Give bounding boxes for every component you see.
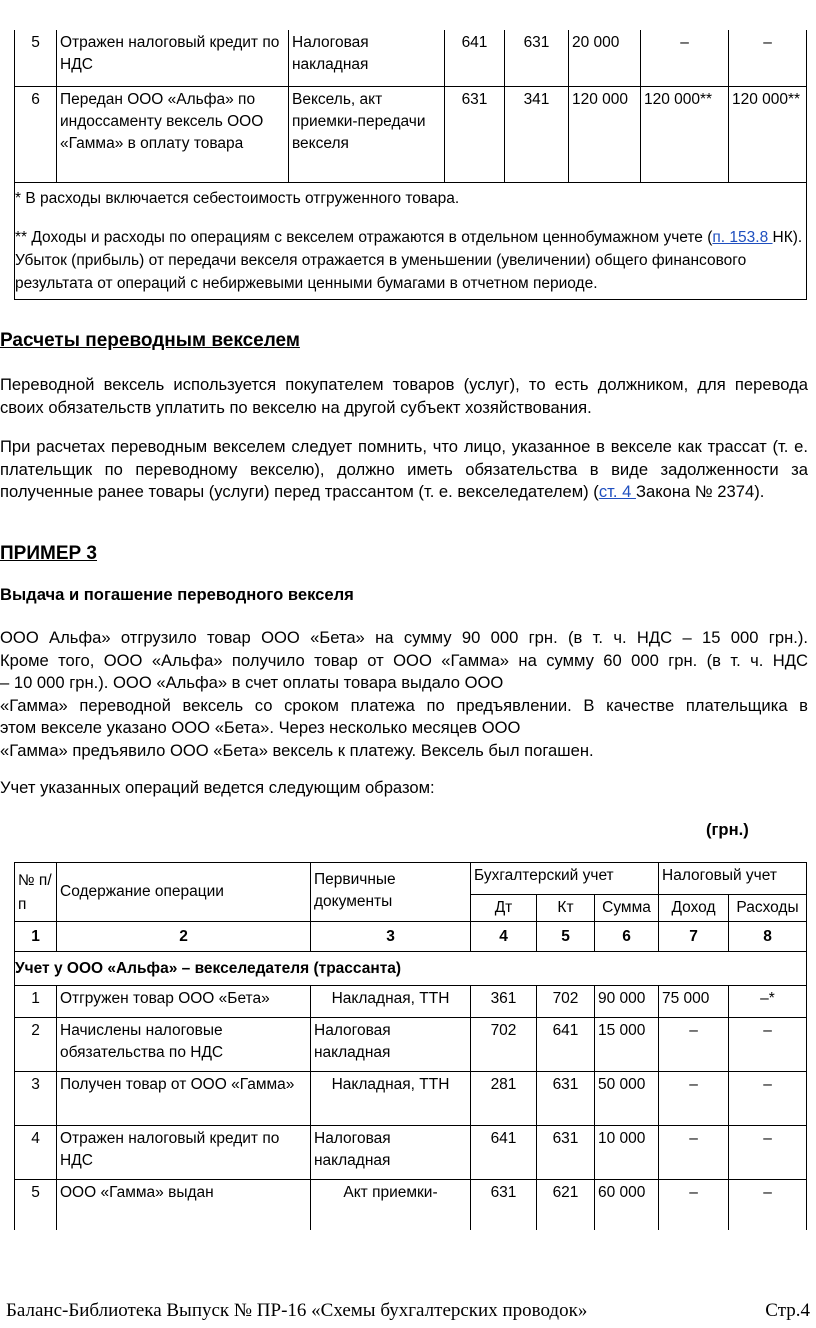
example-heading: ПРИМЕР 3 xyxy=(0,543,98,564)
sum-value: 50 000 xyxy=(595,1072,659,1126)
header-operation: Содержание операции xyxy=(57,863,311,922)
document-text: Налоговая накладная xyxy=(289,30,445,86)
operation-text: Начислены налоговые обязательства по НДС xyxy=(57,1018,311,1072)
header-kt: Кт xyxy=(537,895,595,922)
table-notes-row xyxy=(15,182,807,299)
credit-value: 641 xyxy=(537,1018,595,1072)
table-row xyxy=(15,1180,807,1230)
income-value: 75 000 xyxy=(659,986,729,1018)
table-notes xyxy=(15,182,807,299)
document-text: Налоговая накладная xyxy=(311,1126,471,1180)
header-income: Доход xyxy=(659,895,729,922)
debit-value: 281 xyxy=(471,1072,537,1126)
example-line: Кроме того, ООО «Альфа» получило товар от ООО «Гамма» на сумму 60 000 грн. (в т. ч. НДС xyxy=(0,650,808,670)
link-nk-153-8[interactable]: п. 153.8 xyxy=(712,228,773,246)
example-line: этом векселе указано ООО «Бета». Через несколько месяцев ООО xyxy=(0,718,521,737)
sum-value: 60 000 xyxy=(595,1180,659,1230)
paragraph-1: Переводной вексель используется покупателем товаров (услуг), то есть должником, для перевода своих обязательств уплатить по векселю на другой субъект хозяйствования. xyxy=(0,375,808,417)
sum-value: 120 000 xyxy=(569,86,641,182)
paragraph-2: При расчетах переводным векселем следует помнить, что лицо, указанное в векселе как трассат (т. е. плательщик по переводному векселю), должно иметь обязательства в виде задолженности за полученные ранее товары (услуги) перед трассантом (т. е. векселедателем) (ст. 4 Закона № 2374). xyxy=(0,437,808,501)
operation-text: ООО «Гамма» выдан xyxy=(57,1180,311,1230)
col-number: 8 xyxy=(729,922,807,952)
example-line: «Гамма» переводной вексель со сроком платежа по предъявлении. В качестве плательщика в xyxy=(0,695,808,715)
column-numbers-row xyxy=(15,922,807,952)
col-number: 3 xyxy=(311,922,471,952)
income-value: – xyxy=(659,1018,729,1072)
document-text: Накладная, ТТН xyxy=(311,1072,471,1126)
sum-value: 15 000 xyxy=(595,1018,659,1072)
header-tax: Налоговый учет xyxy=(659,863,807,895)
debit-value: 702 xyxy=(471,1018,537,1072)
main-table xyxy=(14,862,807,1230)
debit-value: 631 xyxy=(445,86,505,182)
sum-value: 10 000 xyxy=(595,1126,659,1180)
expense-value: –* xyxy=(729,986,807,1018)
sum-value: 20 000 xyxy=(569,30,641,86)
example-line: ООО Альфа» отгрузило товар ООО «Бета» на сумму 90 000 грн. (в т. ч. НДС – 15 000 грн.). xyxy=(0,628,808,647)
credit-value: 631 xyxy=(537,1072,595,1126)
operation-text: Отражен налоговый кредит по НДС xyxy=(57,1126,311,1180)
header-sum: Сумма xyxy=(595,895,659,922)
credit-value: 631 xyxy=(505,30,569,86)
col-number: 7 xyxy=(659,922,729,952)
col-number: 2 xyxy=(57,922,311,952)
document-text: Акт приемки- xyxy=(311,1180,471,1230)
row-number: 4 xyxy=(15,1126,57,1180)
header-documents: Первичные документы xyxy=(311,863,471,922)
row-number: 2 xyxy=(15,1018,57,1072)
note-2: ** Доходы и расходы по операциям с векселем отражаются в отдельном ценнобумажном учете (п. 153.8 НК). Убыток (прибыль) от передачи векселя отражается в уменьшении (увеличении) общего финансового результата от операций с небиржевыми ценными бумагами в отчетном периоде. xyxy=(15,228,803,292)
document-text: Налоговая накладная xyxy=(311,1018,471,1072)
example-line: «Гамма» предъявило ООО «Бета» вексель к платежу. Вексель был погашен. xyxy=(0,740,594,760)
income-value: – xyxy=(659,1180,729,1230)
sum-value: 90 000 xyxy=(595,986,659,1018)
credit-value: 631 xyxy=(537,1126,595,1180)
group-title: Учет у ООО «Альфа» – векселедателя (трассанта) xyxy=(15,952,807,986)
table-row xyxy=(15,30,807,86)
col-number: 5 xyxy=(537,922,595,952)
header-expense: Расходы xyxy=(729,895,807,922)
row-number: 1 xyxy=(15,986,57,1018)
operation-text: Отгружен товар ООО «Бета» xyxy=(57,986,311,1018)
income-value: – xyxy=(659,1126,729,1180)
table-row xyxy=(15,86,807,182)
operation-text: Отражен налоговый кредит по НДС xyxy=(57,30,289,86)
operation-text: Передан ООО «Альфа» по индоссаменту вексель ООО «Гамма» в оплату товара xyxy=(57,86,289,182)
debit-value: 641 xyxy=(445,30,505,86)
accounting-note: Учет указанных операций ведется следующим образом: xyxy=(0,778,435,797)
row-number: 5 xyxy=(15,1180,57,1230)
debit-value: 631 xyxy=(471,1180,537,1230)
unit-label: (грн.) xyxy=(706,820,749,839)
table-row xyxy=(15,1072,807,1126)
page-footer xyxy=(6,1300,810,1322)
page-number: Стр.4 xyxy=(765,1300,810,1321)
credit-value: 702 xyxy=(537,986,595,1018)
example-line: – 10 000 грн.). ООО «Альфа» в счет оплаты товара выдало ООО xyxy=(0,673,504,692)
table-row xyxy=(15,1018,807,1072)
link-law-art-4[interactable]: ст. 4 xyxy=(598,482,636,501)
expense-value: – xyxy=(729,1018,807,1072)
income-value: – xyxy=(659,1072,729,1126)
expense-value: – xyxy=(729,30,807,86)
example-paragraph xyxy=(0,627,808,762)
note-1: * В расходы включается себестоимость отгруженного товара. xyxy=(15,189,460,207)
row-number: 3 xyxy=(15,1072,57,1126)
header-num: № п/п xyxy=(15,863,57,922)
col-number: 1 xyxy=(15,922,57,952)
section-heading: Расчеты переводным векселем xyxy=(0,330,300,351)
example-subheading: Выдача и погашение переводного векселя xyxy=(0,585,354,604)
credit-value: 621 xyxy=(537,1180,595,1230)
operation-text: Получен товар от ООО «Гамма» xyxy=(57,1072,311,1126)
row-number: 6 xyxy=(15,86,57,182)
table-row xyxy=(15,1126,807,1180)
header-accounting: Бухгалтерский учет xyxy=(471,863,659,895)
document-text: Вексель, акт приемки-передачи векселя xyxy=(289,86,445,182)
income-value: 120 000** xyxy=(641,86,729,182)
expense-value: – xyxy=(729,1072,807,1126)
expense-value: – xyxy=(729,1126,807,1180)
debit-value: 641 xyxy=(471,1126,537,1180)
top-table xyxy=(14,30,807,300)
header-row xyxy=(15,863,807,895)
footer-title: Баланс-Библиотека Выпуск № ПР-16 «Схемы бухгалтерских проводок» xyxy=(6,1300,588,1321)
col-number: 6 xyxy=(595,922,659,952)
group-row xyxy=(15,952,807,986)
col-number: 4 xyxy=(471,922,537,952)
expense-value: – xyxy=(729,1180,807,1230)
debit-value: 361 xyxy=(471,986,537,1018)
expense-value: 120 000** xyxy=(729,86,807,182)
income-value: – xyxy=(641,30,729,86)
document-text: Накладная, ТТН xyxy=(311,986,471,1018)
table-row xyxy=(15,986,807,1018)
row-number: 5 xyxy=(15,30,57,86)
header-dt: Дт xyxy=(471,895,537,922)
credit-value: 341 xyxy=(505,86,569,182)
